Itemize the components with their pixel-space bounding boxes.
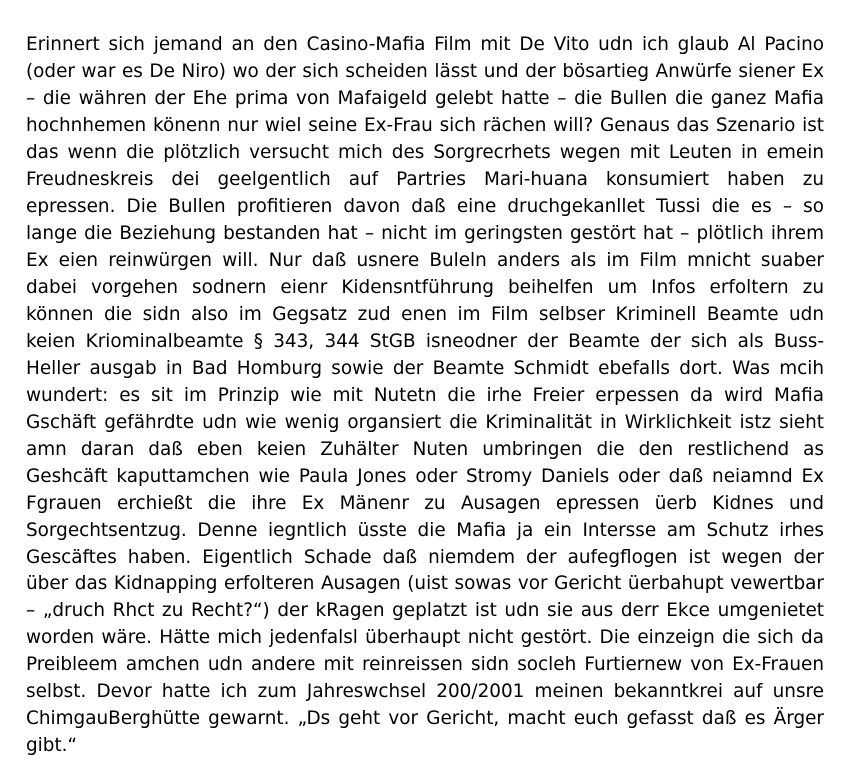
document-body-paragraph: Erinnert sich jemand an den Casino-Mafia Film mit De Vito udn ich glaub Al Pacino (oder war es De Niro) wo der sich scheiden lässt und der bösartieg Anwürfe siener Ex – die währen der Ehe prima von Mafaigeld gelebt hatte – die Bullen die ganez Mafia hochnhemen könenn nur wiel seine Ex-Frau sich rächen will? Genaus das Szenario ist das wenn die plötzlich versucht mich des Sorgrecrhets wegen mit Leuten in emein Freudneskreis dei geelgentlich auf Partries Mari-huana konsumiert haben zu epressen. Die Bullen profitieren davon daß eine druchgekanllet Tussi die es – so lange die Beziehung bestanden hat – nicht im geringsten gestört hat – plötlich ihrem Ex eien reinwürgen will. Nur daß usnere Buleln anders als im Film mnicht suaber dabei vorgehen sodnern eienr Kidensntführung beihelfen um Infos erfoltern zu können die sidn also im Gegsatz zud enen im Film selbser Kriminell Beamte udn keien Kriominalbeamte § 343, 344 StGB isneodner der Beamte der sich als Buss-Heller ausgab in Bad Homburg sowie der Beamte Schmidt ebefalls dort. Was mcih wundert: es sit im Prinzip wie mit Nutetn die irhe Freier erpessen da wird Mafia Gschäft gefährdte udn wie wenig organsiert die Kriminalität in Wirklichkeit istz sieht amn daran daß eben keien Zuhälter Nuten umbringen die den restlichend as Geshcäft kaputtamchen wie Paula Jones oder Stromy Daniels oder daß neiamnd Ex Fgrauen erchießt die ihre Ex Mänenr zu Ausagen epressen üerb Kidnes und Sorgechtsentzug. Denne iegntlich üsste die Mafia ja ein Intersse am Schutz irhes Gescäftes haben. Eigentlich Schade daß niemdem der aufegflogen ist wegen der über das Kidnapping erfolteren Ausagen (uist sowas vor Gericht üerbahupt vewertbar – „druch Rhct zu Recht?“) der kRagen geplatzt ist udn sie aus derr Ekce umgenietet worden wäre. Hätte mich jedenfalsl überhaupt nicht gestört. Die einzeign die sich da Preibleem amchen udn andere mit reinreissen sidn socleh Furtiernew von Ex-Frauen selbst. Devor hatte ich zum Jahreswchsel 200/2001 meinen bekanntkrei auf unsre ChimgauBerghütte gewarnt. „Ds geht vor Gericht, macht euch gefasst daß es Ärger gibt.“ xyxy=(26,34,824,757)
